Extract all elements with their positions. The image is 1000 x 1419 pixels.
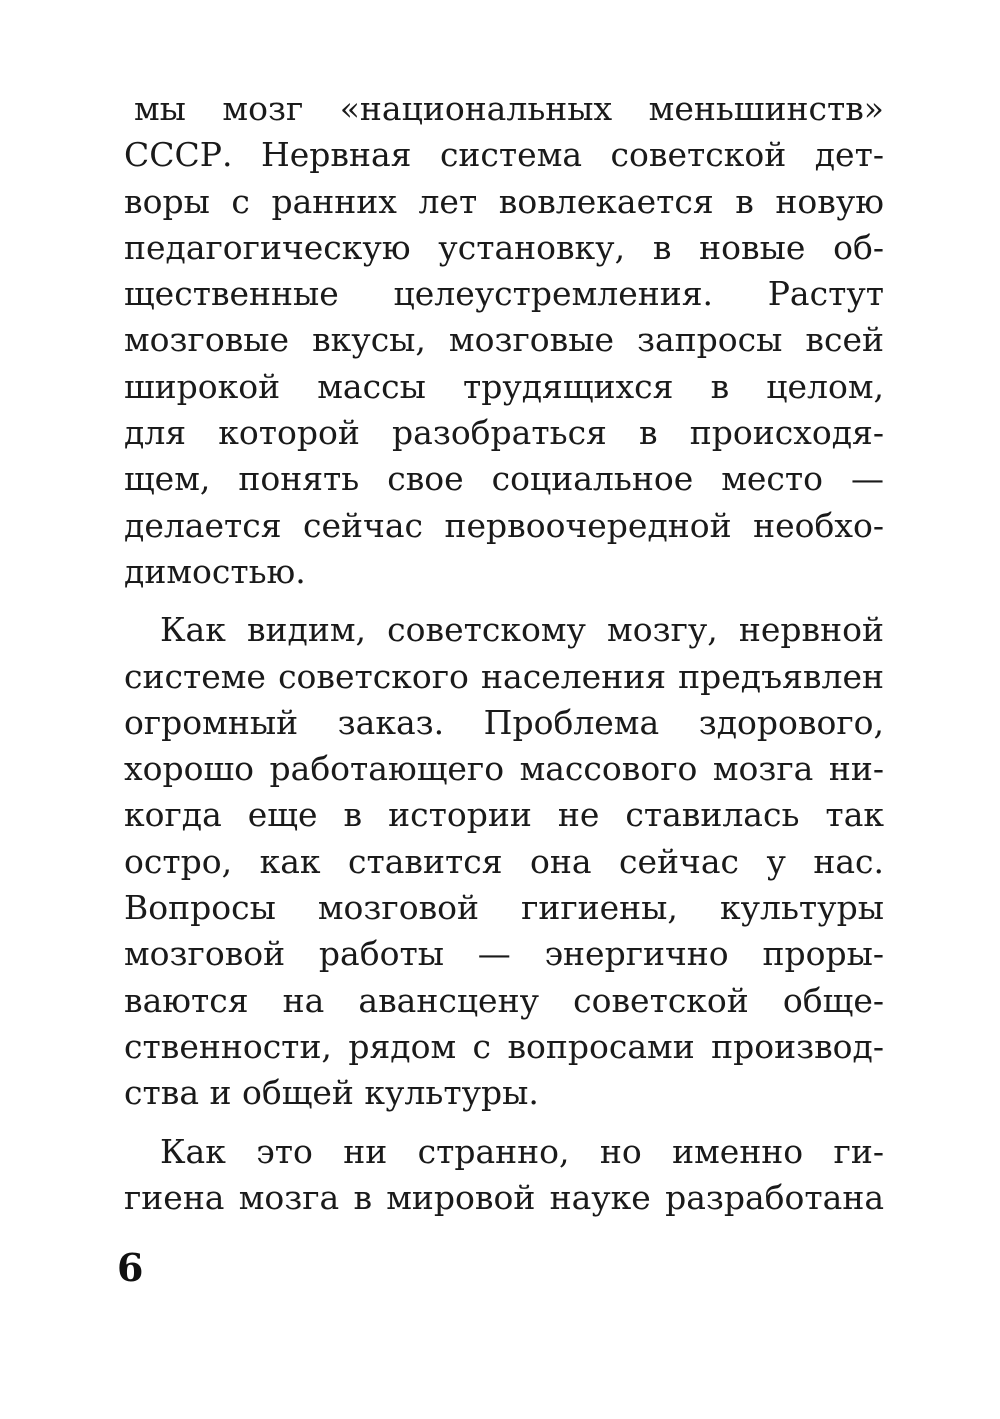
text-line: педагогическую установку, в новые об- bbox=[124, 227, 884, 267]
paragraph-2 bbox=[124, 607, 884, 1116]
body-text bbox=[124, 86, 884, 1221]
text-line: мозговой работы — энергично проры- bbox=[124, 934, 884, 974]
text-line: мы мозг «национальных меньшинств» bbox=[134, 89, 884, 128]
text-line: Как это ни странно, но именно ги- bbox=[160, 1131, 884, 1171]
text-line: ства и общей культуры. bbox=[124, 1073, 539, 1113]
text-line: воры с ранних лет вовлекается в новую bbox=[124, 181, 884, 221]
text-line: щем, понять свое социальное место — bbox=[124, 459, 884, 499]
text-line: Как видим, советскому мозгу, нервной bbox=[160, 610, 884, 650]
text-line: ственности, рядом с вопросами производ- bbox=[124, 1026, 884, 1066]
text-line: остро, как ставится она сейчас у нас. bbox=[124, 841, 884, 881]
text-line: ваются на авансцену советской обще- bbox=[124, 980, 884, 1020]
paragraph-3 bbox=[124, 1129, 884, 1222]
text-line: Вопросы мозговой гигиены, культуры bbox=[124, 888, 884, 928]
text-line: димостью. bbox=[124, 551, 306, 591]
paragraph-1 bbox=[124, 86, 884, 595]
text-line: СССР. Нервная система советской дет- bbox=[124, 135, 884, 175]
text-line: гиена мозга в мировой науке разработана bbox=[124, 1177, 884, 1217]
page-number: 6 bbox=[117, 1245, 144, 1290]
text-line: для которой разобраться в происходя- bbox=[124, 413, 884, 453]
text-line: широкой массы трудящихся в целом, bbox=[124, 366, 884, 406]
text-line: когда еще в истории не ставилась так bbox=[124, 795, 884, 835]
text-line: щественные целеустремления. Растут bbox=[124, 274, 884, 314]
text-line: мозговые вкусы, мозговые запросы всей bbox=[124, 320, 884, 360]
text-line: хорошо работающего массового мозга ни- bbox=[124, 749, 884, 789]
text-line: системе советского населения предъявлен bbox=[124, 656, 884, 696]
text-line: делается сейчас первоочередной необхо- bbox=[124, 505, 884, 545]
text-line: огромный заказ. Проблема здорового, bbox=[124, 702, 884, 742]
